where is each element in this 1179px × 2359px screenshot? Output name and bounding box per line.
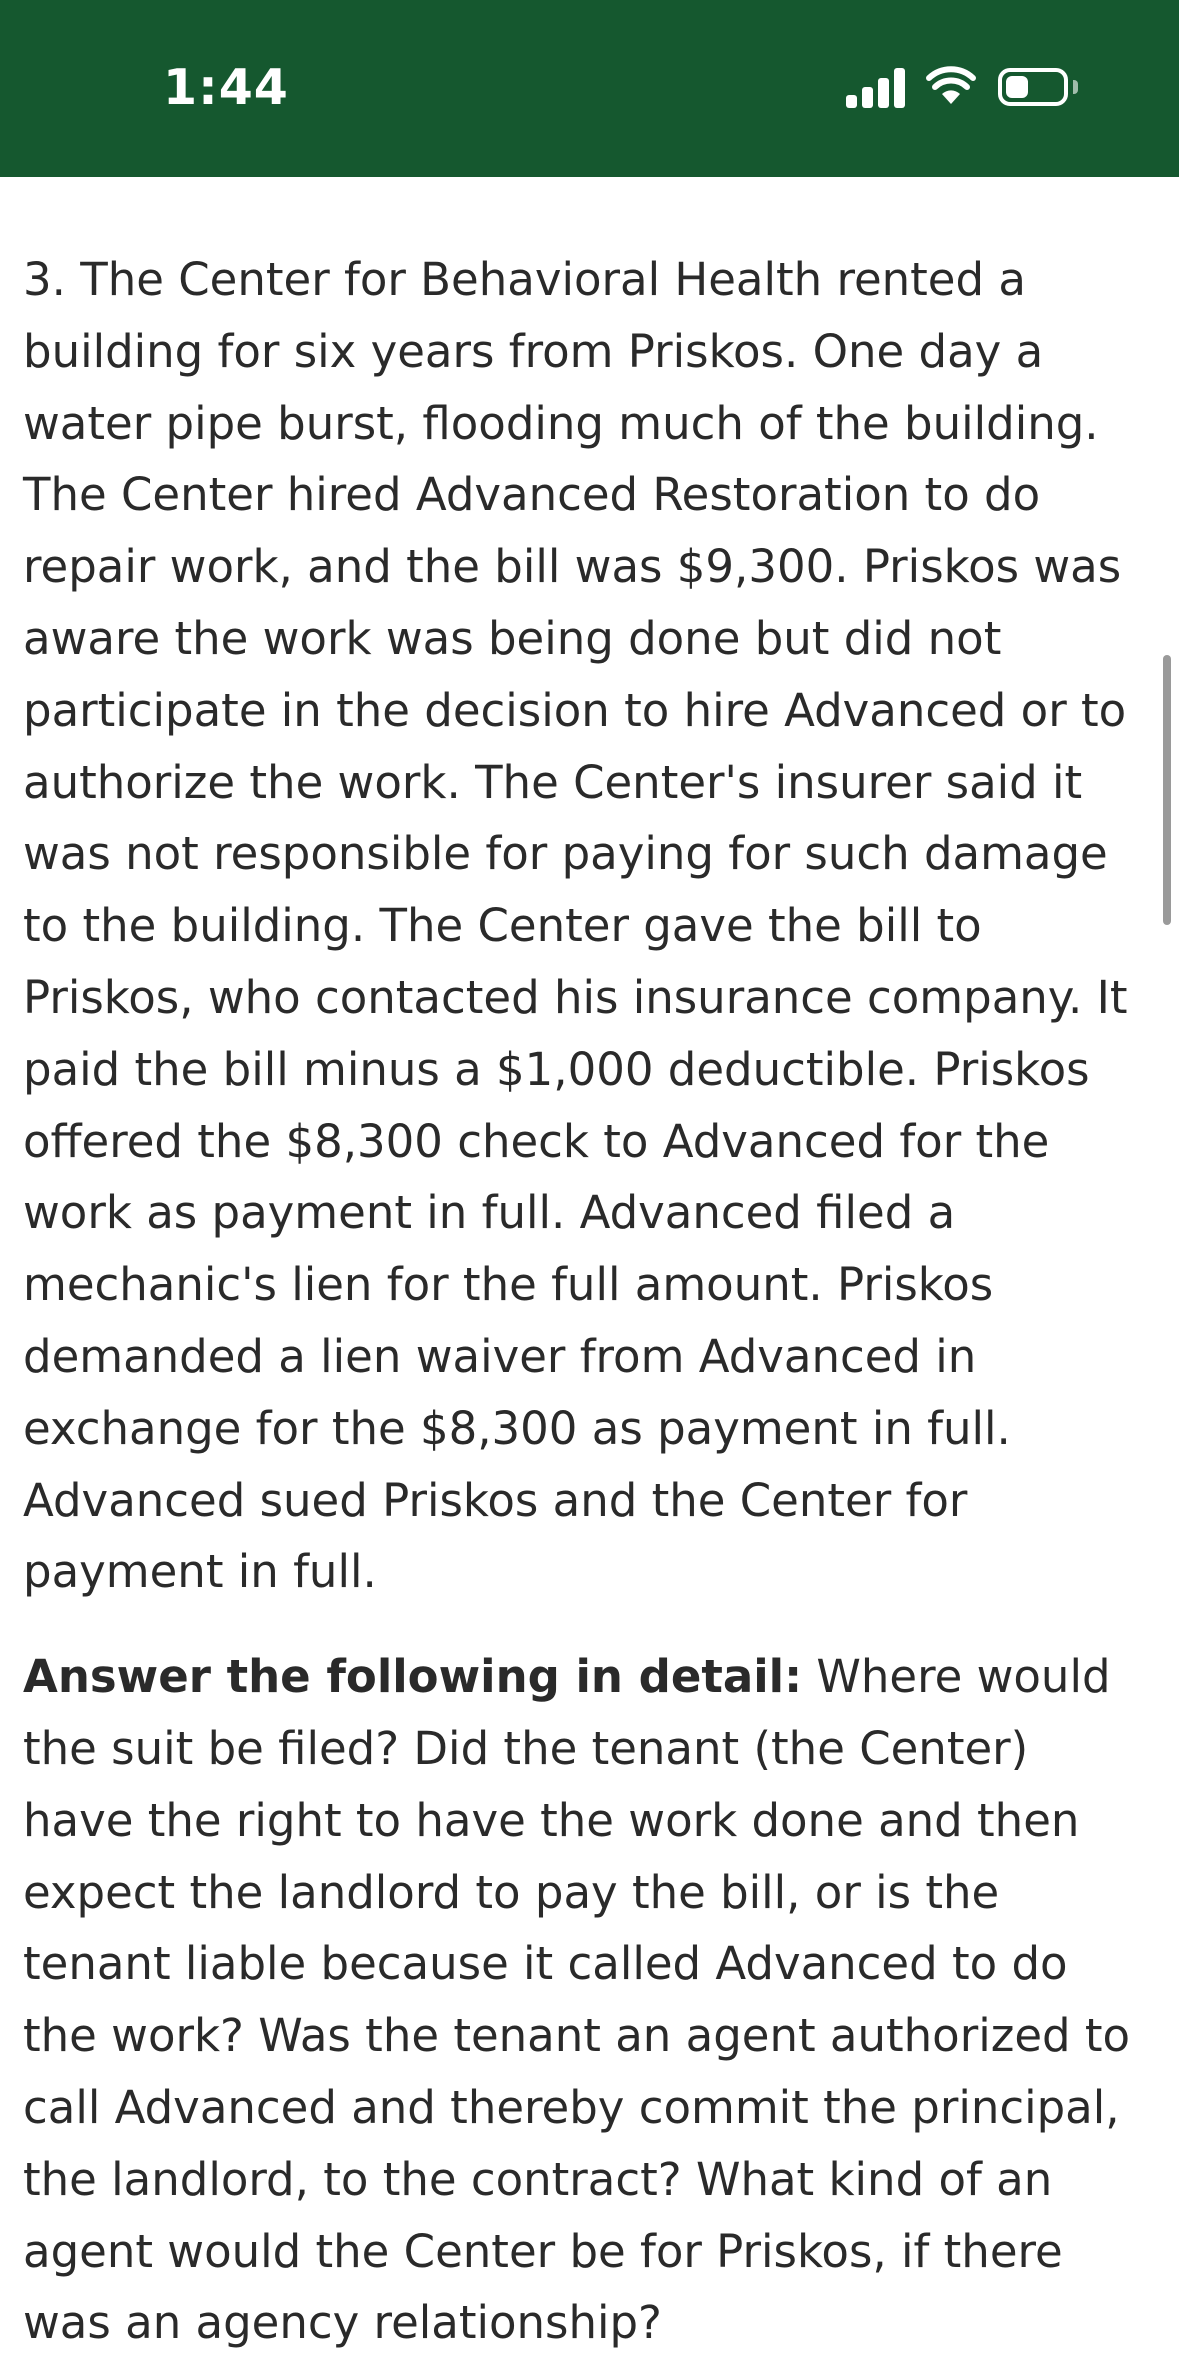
scrollbar[interactable] [1163,655,1171,925]
battery-cap [1073,80,1078,94]
instruction-label: Answer the following in detail: [23,1650,803,1704]
battery-icon [998,68,1068,106]
status-bar [0,0,1179,177]
wifi-icon [926,64,976,106]
instruction-paragraph [23,1641,1143,2359]
battery-level [1006,76,1028,98]
question-paragraph: 3. The Center for Behavioral Health rented a building for six years from Priskos. One day a water pipe burst, flooding much of the building. The Center hired Advanced Restoration to do repair work, and the bill was $9,300. Priskos was aware the work was being done but did not participate in the decision to hire Advanced or to authorize the work. The Center's insurer said it was not responsible for paying for such damage to the building. The Center gave the bill to Priskos, who contacted his insurance company. It paid the bill minus a $1,000 deductible. Priskos offered the $8,300 check to Advanced for the work as payment in full. Advanced filed a mechanic's lien for the full amount. Priskos demanded a lien waiver from Advanced in exchange for the $8,300 as payment in full. Advanced sued Priskos and the Center for payment in full. [23,253,1128,1599]
instruction-text: Where would the suit be filed? Did the tenant (the Center) have the right to have the work done and then expect the landlord to pay the bill, or is the tenant liable because it called Advanced to do the work? Was the tenant an agent authorized to call Advanced and thereby commit the principal, the landlord, to the contract? What kind of an agent would the Center be for Priskos, if there was an agency relationship? [23,1650,1131,2350]
question-content [23,244,1143,2359]
status-time: 1:44 [163,59,289,116]
cellular-signal-icon [846,68,906,108]
